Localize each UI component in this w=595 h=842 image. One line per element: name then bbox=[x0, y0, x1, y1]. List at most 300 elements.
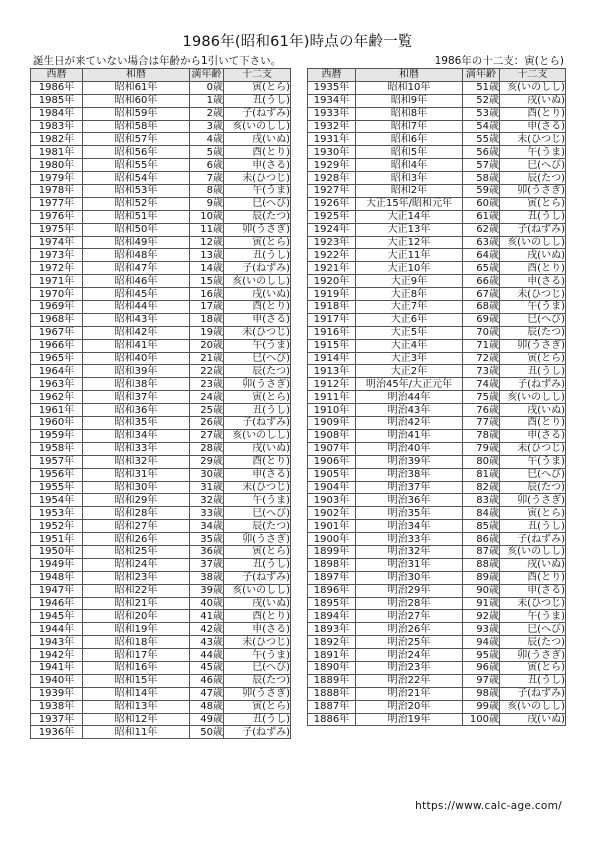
cell-age: 87歳 bbox=[463, 545, 500, 558]
cell-age: 18歳 bbox=[190, 313, 224, 326]
cell-zodiac: 申(さる) bbox=[224, 313, 291, 326]
cell-zodiac: 戌(いぬ) bbox=[224, 442, 291, 455]
cell-western-year: 1901年 bbox=[308, 520, 356, 533]
cell-western-year: 1930年 bbox=[308, 146, 356, 159]
cell-japanese-era: 大正7年 bbox=[356, 301, 463, 314]
cell-age: 19歳 bbox=[190, 326, 224, 339]
table-row bbox=[31, 197, 291, 210]
cell-japanese-era: 明治27年 bbox=[356, 610, 463, 623]
table-row bbox=[308, 455, 566, 468]
table-row bbox=[31, 81, 291, 94]
table-row bbox=[308, 249, 566, 262]
cell-western-year: 1983年 bbox=[31, 120, 83, 133]
table-row bbox=[31, 687, 291, 700]
cell-japanese-era: 明治21年 bbox=[356, 687, 463, 700]
cell-western-year: 1958年 bbox=[31, 442, 83, 455]
cell-zodiac: 子(ねずみ) bbox=[500, 378, 566, 391]
cell-age: 93歳 bbox=[463, 623, 500, 636]
header-age: 満年齢 bbox=[463, 69, 500, 82]
cell-japanese-era: 昭和37年 bbox=[83, 391, 190, 404]
cell-age: 56歳 bbox=[463, 146, 500, 159]
cell-western-year: 1921年 bbox=[308, 262, 356, 275]
cell-zodiac: 未(ひつじ) bbox=[500, 597, 566, 610]
table-row bbox=[308, 133, 566, 146]
cell-age: 5歳 bbox=[190, 146, 224, 159]
cell-western-year: 1940年 bbox=[31, 674, 83, 687]
cell-western-year: 1975年 bbox=[31, 223, 83, 236]
cell-zodiac: 丑(うし) bbox=[224, 94, 291, 107]
cell-zodiac: 午(うま) bbox=[500, 455, 566, 468]
cell-age: 48歳 bbox=[190, 700, 224, 713]
table-row bbox=[308, 326, 566, 339]
cell-western-year: 1965年 bbox=[31, 352, 83, 365]
cell-western-year: 1945年 bbox=[31, 610, 83, 623]
cell-age: 67歳 bbox=[463, 288, 500, 301]
cell-western-year: 1914年 bbox=[308, 352, 356, 365]
cell-zodiac: 卯(うさぎ) bbox=[224, 223, 291, 236]
cell-zodiac: 酉(とり) bbox=[224, 610, 291, 623]
cell-zodiac: 亥(いのしし) bbox=[500, 236, 566, 249]
cell-age: 55歳 bbox=[463, 133, 500, 146]
cell-age: 58歳 bbox=[463, 172, 500, 185]
cell-zodiac: 子(ねずみ) bbox=[500, 533, 566, 546]
table-row bbox=[308, 339, 566, 352]
cell-western-year: 1887年 bbox=[308, 700, 356, 713]
cell-zodiac: 寅(とら) bbox=[224, 81, 291, 94]
cell-zodiac: 卯(うさぎ) bbox=[500, 494, 566, 507]
table-row bbox=[308, 404, 566, 417]
cell-zodiac: 辰(たつ) bbox=[224, 520, 291, 533]
cell-zodiac: 午(うま) bbox=[500, 301, 566, 314]
cell-age: 31歳 bbox=[190, 481, 224, 494]
table-row bbox=[308, 468, 566, 481]
cell-western-year: 1967年 bbox=[31, 326, 83, 339]
cell-zodiac: 午(うま) bbox=[500, 146, 566, 159]
cell-japanese-era: 昭和25年 bbox=[83, 545, 190, 558]
cell-japanese-era: 明治20年 bbox=[356, 700, 463, 713]
table-row bbox=[308, 533, 566, 546]
table-row bbox=[308, 520, 566, 533]
cell-age: 54歳 bbox=[463, 120, 500, 133]
cell-age: 80歳 bbox=[463, 455, 500, 468]
cell-age: 90歳 bbox=[463, 584, 500, 597]
cell-western-year: 1888年 bbox=[308, 687, 356, 700]
cell-western-year: 1939年 bbox=[31, 687, 83, 700]
cell-western-year: 1891年 bbox=[308, 649, 356, 662]
cell-japanese-era: 明治38年 bbox=[356, 468, 463, 481]
cell-zodiac: 酉(とり) bbox=[500, 571, 566, 584]
cell-age: 53歳 bbox=[463, 107, 500, 120]
cell-age: 64歳 bbox=[463, 249, 500, 262]
cell-zodiac: 辰(たつ) bbox=[224, 210, 291, 223]
cell-japanese-era: 明治40年 bbox=[356, 442, 463, 455]
cell-zodiac: 戌(いぬ) bbox=[500, 404, 566, 417]
cell-age: 75歳 bbox=[463, 391, 500, 404]
cell-zodiac: 亥(いのしし) bbox=[224, 275, 291, 288]
cell-western-year: 1911年 bbox=[308, 391, 356, 404]
cell-zodiac: 辰(たつ) bbox=[500, 172, 566, 185]
cell-japanese-era: 明治19年 bbox=[356, 713, 463, 726]
cell-western-year: 1956年 bbox=[31, 468, 83, 481]
cell-japanese-era: 昭和36年 bbox=[83, 404, 190, 417]
table-row bbox=[308, 687, 566, 700]
table-row bbox=[31, 339, 291, 352]
table-row bbox=[31, 494, 291, 507]
cell-zodiac: 卯(うさぎ) bbox=[224, 378, 291, 391]
cell-zodiac: 未(ひつじ) bbox=[500, 442, 566, 455]
table-row bbox=[308, 674, 566, 687]
cell-zodiac: 丑(うし) bbox=[500, 520, 566, 533]
cell-western-year: 1957年 bbox=[31, 455, 83, 468]
cell-japanese-era: 昭和39年 bbox=[83, 365, 190, 378]
cell-japanese-era: 昭和23年 bbox=[83, 571, 190, 584]
cell-japanese-era: 昭和38年 bbox=[83, 378, 190, 391]
cell-western-year: 1903年 bbox=[308, 494, 356, 507]
table-row bbox=[308, 146, 566, 159]
cell-japanese-era: 昭和7年 bbox=[356, 120, 463, 133]
cell-zodiac: 辰(たつ) bbox=[500, 481, 566, 494]
cell-japanese-era: 明治37年 bbox=[356, 481, 463, 494]
cell-japanese-era: 昭和59年 bbox=[83, 107, 190, 120]
cell-zodiac: 酉(とり) bbox=[224, 455, 291, 468]
cell-age: 36歳 bbox=[190, 545, 224, 558]
cell-age: 71歳 bbox=[463, 339, 500, 352]
cell-zodiac: 巳(へび) bbox=[500, 468, 566, 481]
cell-western-year: 1927年 bbox=[308, 185, 356, 198]
cell-age: 25歳 bbox=[190, 404, 224, 417]
cell-age: 15歳 bbox=[190, 275, 224, 288]
cell-western-year: 1977年 bbox=[31, 197, 83, 210]
cell-zodiac: 卯(うさぎ) bbox=[500, 339, 566, 352]
table-row bbox=[31, 352, 291, 365]
table-row bbox=[308, 391, 566, 404]
cell-western-year: 1920年 bbox=[308, 275, 356, 288]
table-row bbox=[308, 94, 566, 107]
cell-japanese-era: 昭和13年 bbox=[83, 700, 190, 713]
cell-zodiac: 寅(とら) bbox=[224, 700, 291, 713]
cell-zodiac: 未(ひつじ) bbox=[224, 481, 291, 494]
table-row bbox=[31, 558, 291, 571]
table-row bbox=[31, 172, 291, 185]
cell-age: 37歳 bbox=[190, 558, 224, 571]
cell-age: 100歳 bbox=[463, 713, 500, 726]
footer-url: https://www.calc-age.com/ bbox=[415, 800, 562, 812]
cell-zodiac: 巳(へび) bbox=[224, 661, 291, 674]
cell-age: 32歳 bbox=[190, 494, 224, 507]
table-row bbox=[31, 326, 291, 339]
cell-japanese-era: 昭和5年 bbox=[356, 146, 463, 159]
table-row bbox=[308, 507, 566, 520]
cell-western-year: 1910年 bbox=[308, 404, 356, 417]
cell-zodiac: 寅(とら) bbox=[224, 391, 291, 404]
cell-age: 44歳 bbox=[190, 649, 224, 662]
cell-age: 68歳 bbox=[463, 301, 500, 314]
cell-zodiac: 寅(とら) bbox=[224, 545, 291, 558]
table-row bbox=[308, 597, 566, 610]
cell-japanese-era: 昭和3年 bbox=[356, 172, 463, 185]
cell-zodiac: 未(ひつじ) bbox=[224, 172, 291, 185]
table-row bbox=[308, 159, 566, 172]
cell-zodiac: 申(さる) bbox=[224, 623, 291, 636]
table-row bbox=[308, 262, 566, 275]
cell-japanese-era: 明治34年 bbox=[356, 520, 463, 533]
table-row bbox=[31, 236, 291, 249]
table-row bbox=[31, 545, 291, 558]
cell-western-year: 1952年 bbox=[31, 520, 83, 533]
cell-zodiac: 亥(いのしし) bbox=[500, 545, 566, 558]
table-row bbox=[31, 726, 291, 739]
cell-zodiac: 申(さる) bbox=[500, 584, 566, 597]
cell-zodiac: 酉(とり) bbox=[224, 301, 291, 314]
cell-age: 7歳 bbox=[190, 172, 224, 185]
cell-japanese-era: 明治23年 bbox=[356, 661, 463, 674]
cell-western-year: 1926年 bbox=[308, 197, 356, 210]
cell-japanese-era: 昭和41年 bbox=[83, 339, 190, 352]
cell-western-year: 1971年 bbox=[31, 275, 83, 288]
cell-japanese-era: 昭和35年 bbox=[83, 417, 190, 430]
cell-age: 50歳 bbox=[190, 726, 224, 739]
cell-western-year: 1950年 bbox=[31, 545, 83, 558]
cell-zodiac: 子(ねずみ) bbox=[224, 726, 291, 739]
cell-japanese-era: 昭和44年 bbox=[83, 301, 190, 314]
cell-japanese-era: 昭和31年 bbox=[83, 468, 190, 481]
table-row bbox=[31, 185, 291, 198]
cell-japanese-era: 昭和40年 bbox=[83, 352, 190, 365]
cell-western-year: 1913年 bbox=[308, 365, 356, 378]
cell-japanese-era: 昭和24年 bbox=[83, 558, 190, 571]
cell-age: 1歳 bbox=[190, 94, 224, 107]
table-row bbox=[31, 417, 291, 430]
table-row bbox=[308, 236, 566, 249]
cell-western-year: 1944年 bbox=[31, 623, 83, 636]
cell-western-year: 1908年 bbox=[308, 429, 356, 442]
cell-japanese-era: 昭和14年 bbox=[83, 687, 190, 700]
header-western-year: 西暦 bbox=[308, 69, 356, 82]
cell-western-year: 1960年 bbox=[31, 417, 83, 430]
table-row bbox=[31, 146, 291, 159]
cell-japanese-era: 昭和28年 bbox=[83, 507, 190, 520]
cell-age: 47歳 bbox=[190, 687, 224, 700]
table-row bbox=[31, 623, 291, 636]
table-row bbox=[308, 713, 566, 726]
table-row bbox=[308, 210, 566, 223]
cell-age: 9歳 bbox=[190, 197, 224, 210]
cell-zodiac: 申(さる) bbox=[500, 275, 566, 288]
table-row bbox=[31, 481, 291, 494]
cell-zodiac: 丑(うし) bbox=[500, 365, 566, 378]
cell-japanese-era: 大正3年 bbox=[356, 352, 463, 365]
cell-zodiac: 辰(たつ) bbox=[500, 636, 566, 649]
cell-age: 63歳 bbox=[463, 236, 500, 249]
cell-western-year: 1946年 bbox=[31, 597, 83, 610]
cell-age: 3歳 bbox=[190, 120, 224, 133]
cell-japanese-era: 昭和53年 bbox=[83, 185, 190, 198]
cell-age: 8歳 bbox=[190, 185, 224, 198]
cell-zodiac: 申(さる) bbox=[500, 120, 566, 133]
cell-western-year: 1909年 bbox=[308, 417, 356, 430]
cell-zodiac: 申(さる) bbox=[500, 429, 566, 442]
cell-age: 24歳 bbox=[190, 391, 224, 404]
cell-age: 27歳 bbox=[190, 429, 224, 442]
cell-japanese-era: 大正5年 bbox=[356, 326, 463, 339]
cell-age: 46歳 bbox=[190, 674, 224, 687]
cell-age: 89歳 bbox=[463, 571, 500, 584]
cell-zodiac: 卯(うさぎ) bbox=[500, 649, 566, 662]
table-row bbox=[308, 558, 566, 571]
cell-age: 61歳 bbox=[463, 210, 500, 223]
cell-age: 13歳 bbox=[190, 249, 224, 262]
cell-western-year: 1969年 bbox=[31, 301, 83, 314]
cell-western-year: 1915年 bbox=[308, 339, 356, 352]
cell-zodiac: 寅(とら) bbox=[224, 236, 291, 249]
cell-age: 26歳 bbox=[190, 417, 224, 430]
cell-japanese-era: 明治32年 bbox=[356, 545, 463, 558]
table-row bbox=[308, 661, 566, 674]
table-row bbox=[31, 120, 291, 133]
cell-age: 96歳 bbox=[463, 661, 500, 674]
cell-age: 6歳 bbox=[190, 159, 224, 172]
cell-western-year: 1896年 bbox=[308, 584, 356, 597]
age-table-right bbox=[307, 68, 566, 726]
cell-zodiac: 巳(へび) bbox=[500, 159, 566, 172]
cell-japanese-era: 昭和19年 bbox=[83, 623, 190, 636]
cell-zodiac: 丑(うし) bbox=[224, 249, 291, 262]
cell-zodiac: 卯(うさぎ) bbox=[224, 687, 291, 700]
cell-zodiac: 子(ねずみ) bbox=[224, 571, 291, 584]
cell-zodiac: 酉(とり) bbox=[500, 262, 566, 275]
cell-zodiac: 亥(いのしし) bbox=[500, 700, 566, 713]
cell-western-year: 1904年 bbox=[308, 481, 356, 494]
cell-age: 74歳 bbox=[463, 378, 500, 391]
cell-age: 73歳 bbox=[463, 365, 500, 378]
table-row bbox=[31, 301, 291, 314]
table-row bbox=[31, 223, 291, 236]
cell-age: 83歳 bbox=[463, 494, 500, 507]
cell-japanese-era: 明治24年 bbox=[356, 649, 463, 662]
cell-zodiac: 午(うま) bbox=[224, 339, 291, 352]
cell-zodiac: 丑(うし) bbox=[224, 713, 291, 726]
cell-age: 22歳 bbox=[190, 365, 224, 378]
birthday-note: 誕生日が来ていない場合は年齢から1引いて下さい。 bbox=[33, 55, 282, 67]
cell-japanese-era: 明治22年 bbox=[356, 674, 463, 687]
table-row bbox=[308, 107, 566, 120]
cell-western-year: 1962年 bbox=[31, 391, 83, 404]
cell-japanese-era: 昭和57年 bbox=[83, 133, 190, 146]
cell-age: 57歳 bbox=[463, 159, 500, 172]
cell-japanese-era: 昭和9年 bbox=[356, 94, 463, 107]
cell-japanese-era: 大正11年 bbox=[356, 249, 463, 262]
table-row bbox=[31, 288, 291, 301]
table-row bbox=[308, 636, 566, 649]
cell-western-year: 1889年 bbox=[308, 674, 356, 687]
cell-western-year: 1890年 bbox=[308, 661, 356, 674]
table-row bbox=[308, 545, 566, 558]
cell-western-year: 1898年 bbox=[308, 558, 356, 571]
cell-age: 76歳 bbox=[463, 404, 500, 417]
cell-age: 29歳 bbox=[190, 455, 224, 468]
cell-japanese-era: 大正13年 bbox=[356, 223, 463, 236]
cell-age: 42歳 bbox=[190, 623, 224, 636]
table-row bbox=[31, 661, 291, 674]
cell-western-year: 1966年 bbox=[31, 339, 83, 352]
cell-age: 62歳 bbox=[463, 223, 500, 236]
table-row bbox=[31, 262, 291, 275]
cell-western-year: 1949年 bbox=[31, 558, 83, 571]
cell-zodiac: 午(うま) bbox=[224, 649, 291, 662]
cell-japanese-era: 昭和43年 bbox=[83, 313, 190, 326]
cell-age: 98歳 bbox=[463, 687, 500, 700]
cell-age: 16歳 bbox=[190, 288, 224, 301]
cell-zodiac: 丑(うし) bbox=[224, 558, 291, 571]
cell-western-year: 1923年 bbox=[308, 236, 356, 249]
cell-japanese-era: 明治25年 bbox=[356, 636, 463, 649]
cell-japanese-era: 昭和18年 bbox=[83, 636, 190, 649]
table-row bbox=[308, 172, 566, 185]
cell-zodiac: 巳(へび) bbox=[224, 352, 291, 365]
cell-age: 4歳 bbox=[190, 133, 224, 146]
cell-western-year: 1924年 bbox=[308, 223, 356, 236]
table-row bbox=[31, 94, 291, 107]
cell-age: 69歳 bbox=[463, 313, 500, 326]
table-row bbox=[31, 313, 291, 326]
cell-western-year: 1968年 bbox=[31, 313, 83, 326]
cell-age: 38歳 bbox=[190, 571, 224, 584]
cell-japanese-era: 昭和8年 bbox=[356, 107, 463, 120]
cell-age: 34歳 bbox=[190, 520, 224, 533]
cell-age: 95歳 bbox=[463, 649, 500, 662]
cell-japanese-era: 明治35年 bbox=[356, 507, 463, 520]
cell-zodiac: 未(ひつじ) bbox=[500, 288, 566, 301]
cell-age: 72歳 bbox=[463, 352, 500, 365]
cell-zodiac: 午(うま) bbox=[224, 494, 291, 507]
cell-age: 99歳 bbox=[463, 700, 500, 713]
table-row bbox=[31, 442, 291, 455]
cell-japanese-era: 昭和29年 bbox=[83, 494, 190, 507]
cell-zodiac: 寅(とら) bbox=[500, 661, 566, 674]
cell-japanese-era: 昭和56年 bbox=[83, 146, 190, 159]
cell-zodiac: 午(うま) bbox=[500, 610, 566, 623]
cell-western-year: 1954年 bbox=[31, 494, 83, 507]
cell-japanese-era: 昭和30年 bbox=[83, 481, 190, 494]
header-zodiac: 十二支 bbox=[500, 69, 566, 82]
cell-western-year: 1978年 bbox=[31, 185, 83, 198]
cell-western-year: 1892年 bbox=[308, 636, 356, 649]
cell-japanese-era: 昭和17年 bbox=[83, 649, 190, 662]
cell-japanese-era: 昭和10年 bbox=[356, 81, 463, 94]
cell-western-year: 1886年 bbox=[308, 713, 356, 726]
cell-age: 86歳 bbox=[463, 533, 500, 546]
cell-zodiac: 亥(いのしし) bbox=[224, 429, 291, 442]
cell-zodiac: 亥(いのしし) bbox=[500, 81, 566, 94]
cell-age: 12歳 bbox=[190, 236, 224, 249]
cell-western-year: 1970年 bbox=[31, 288, 83, 301]
cell-zodiac: 戌(いぬ) bbox=[500, 558, 566, 571]
cell-age: 14歳 bbox=[190, 262, 224, 275]
table-row bbox=[308, 185, 566, 198]
cell-japanese-era: 昭和51年 bbox=[83, 210, 190, 223]
cell-zodiac: 卯(うさぎ) bbox=[500, 185, 566, 198]
cell-zodiac: 子(ねずみ) bbox=[224, 107, 291, 120]
age-table-left bbox=[30, 68, 291, 739]
cell-western-year: 1916年 bbox=[308, 326, 356, 339]
cell-japanese-era: 昭和22年 bbox=[83, 584, 190, 597]
cell-japanese-era: 昭和60年 bbox=[83, 94, 190, 107]
cell-western-year: 1922年 bbox=[308, 249, 356, 262]
cell-zodiac: 酉(とり) bbox=[224, 146, 291, 159]
table-row bbox=[308, 700, 566, 713]
cell-western-year: 1959年 bbox=[31, 429, 83, 442]
table-body-right bbox=[308, 81, 566, 726]
